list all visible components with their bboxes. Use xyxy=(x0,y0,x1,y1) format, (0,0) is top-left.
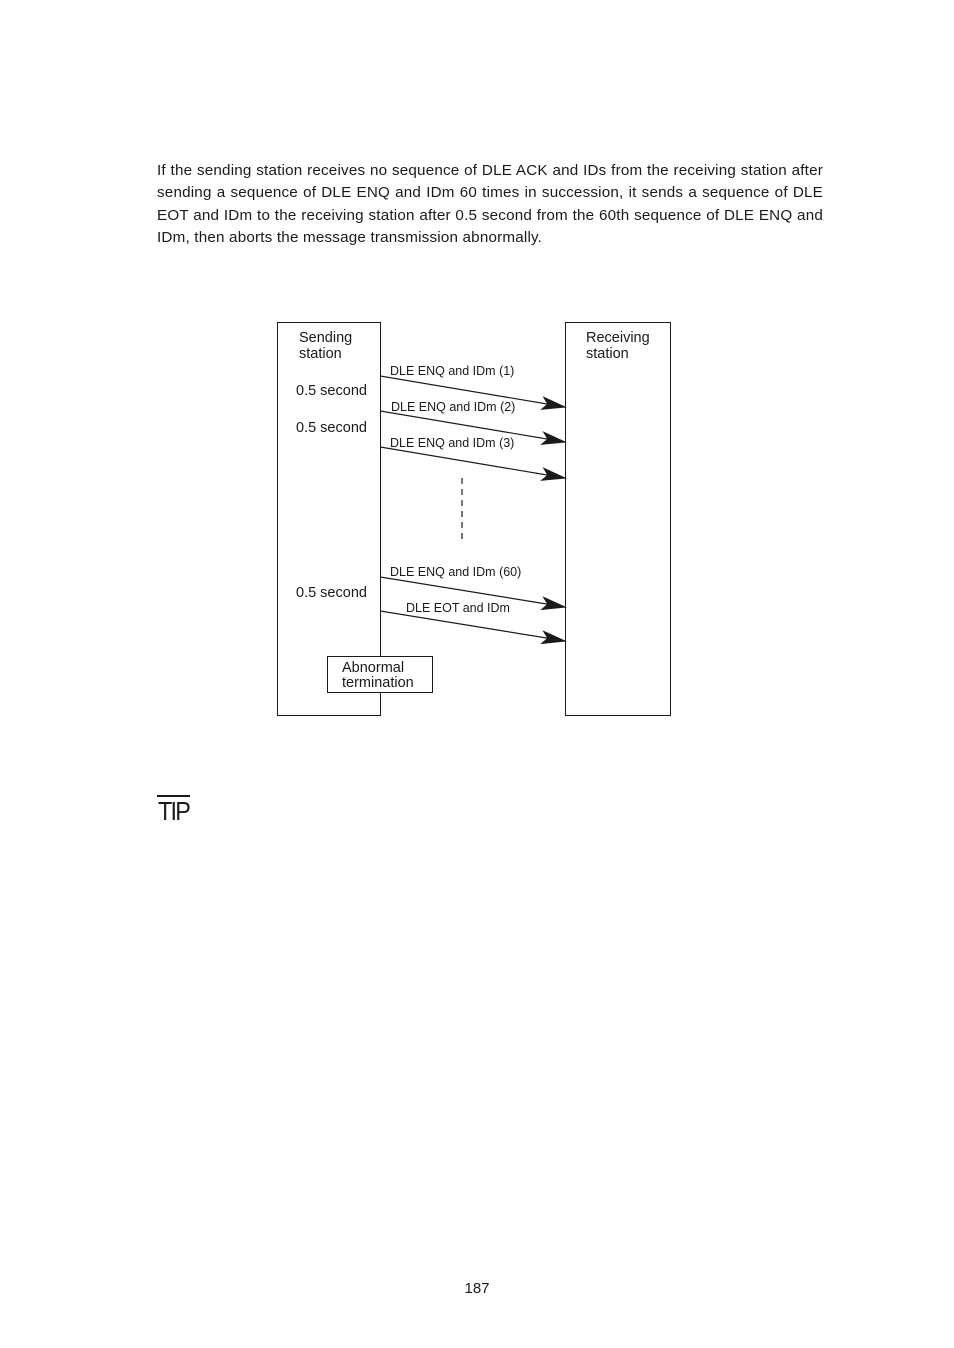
sending-station-label: Sending xyxy=(299,330,353,346)
tip-heading-text: TIP xyxy=(158,796,190,826)
page-number: 187 xyxy=(464,1280,490,1297)
receiving-station-box xyxy=(566,323,671,716)
body-paragraph: If the sending station receives no sequence of DLE ACK and IDs from the receiving station after sending a sequence of DLE ENQ and IDm 60 times in succession, it sends a sequence of DLE EOT and IDm to the receiving station after 0.5 second from the 60th sequence of DLE ENQ and IDm, then aborts the message transmission abnormally. xyxy=(157,162,823,247)
termination-label: termination xyxy=(342,675,414,691)
message-label: DLE ENQ and IDm (2) xyxy=(391,400,516,414)
message-arrow xyxy=(380,447,565,478)
interval-label: 0.5 second xyxy=(296,383,367,399)
message-label: DLE EOT and IDm xyxy=(406,601,510,615)
message-label: DLE ENQ and IDm (60) xyxy=(390,565,522,579)
receiving-station-label: Receiving xyxy=(586,330,650,346)
interval-label: 0.5 second xyxy=(296,585,367,601)
message-label: DLE ENQ and IDm (1) xyxy=(390,364,515,378)
termination-label: Abnormal xyxy=(342,660,405,676)
message-arrow xyxy=(380,611,565,641)
message-label: DLE ENQ and IDm (3) xyxy=(390,436,515,450)
sending-station-label: station xyxy=(299,346,342,362)
receiving-station-label: station xyxy=(586,346,629,362)
interval-label: 0.5 second xyxy=(296,420,367,436)
tip-heading xyxy=(157,795,193,827)
